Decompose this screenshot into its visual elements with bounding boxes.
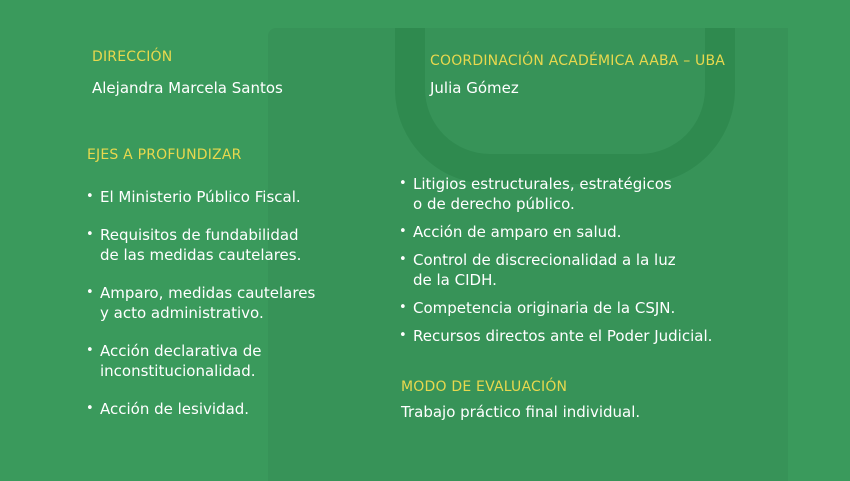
ejes-list-right — [399, 174, 712, 346]
background-u-shape — [395, 28, 735, 184]
evaluacion-label: MODO DE EVALUACIÓN — [401, 379, 568, 395]
bullet-icon: • — [86, 189, 94, 204]
evaluacion-text: Trabajo práctico final individual. — [401, 403, 641, 421]
bullet-icon: • — [399, 328, 407, 343]
ejes-list-left — [86, 187, 315, 419]
list-item: • Competencia originaria de la CSJN. — [399, 299, 676, 317]
bullet-icon: • — [399, 300, 407, 315]
list-item: • El Ministerio Público Fiscal. — [86, 188, 301, 206]
bullet-icon: • — [399, 176, 407, 191]
coordinacion-label: COORDINACIÓN ACADÉMICA AABA – UBA — [430, 53, 726, 69]
bullet-icon: • — [86, 343, 94, 358]
list-item: • Recursos directos ante el Poder Judicial. — [399, 327, 713, 345]
ejes-label: EJES A PROFUNDIZAR — [87, 147, 242, 163]
bullet-icon: • — [86, 227, 94, 242]
list-item: • Amparo, medidas cautelares y acto administrativo. — [86, 284, 316, 322]
bullet-icon: • — [86, 401, 94, 416]
list-item: • Acción declarativa de inconstitucionalidad. — [86, 342, 262, 380]
direccion-name: Alejandra Marcela Santos — [92, 79, 283, 97]
list-item: • Acción de lesividad. — [86, 400, 250, 418]
list-item: • Acción de amparo en salud. — [399, 223, 622, 241]
bullet-icon: • — [399, 224, 407, 239]
coordinacion-name: Julia Gómez — [430, 79, 519, 97]
bullet-icon: • — [86, 285, 94, 300]
list-item: • Litigios estructurales, estratégicos o de derecho público. — [399, 175, 672, 213]
list-item: • Requisitos de fundabilidad de las medidas cautelares. — [86, 226, 302, 264]
list-item: • Control de discrecionalidad a la luz de la CIDH. — [399, 251, 676, 289]
bullet-icon: • — [399, 252, 407, 267]
direccion-label: DIRECCIÓN — [92, 49, 173, 65]
